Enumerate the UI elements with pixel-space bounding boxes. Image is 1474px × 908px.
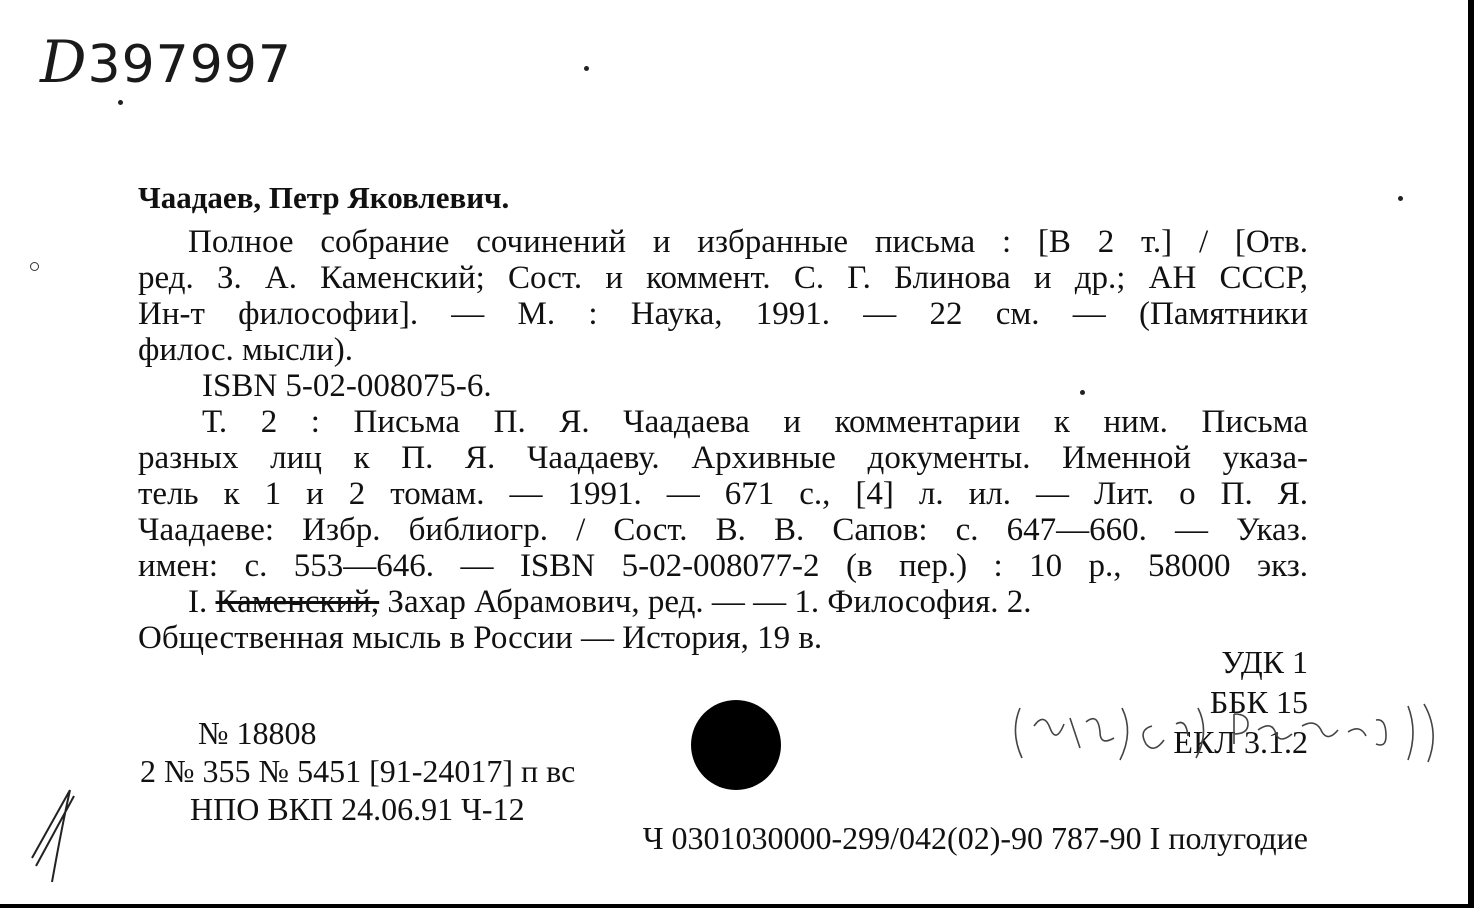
tracings-line xyxy=(138,584,1308,620)
publisher-order: 2 № 355 № 5451 [91-24017] п вс xyxy=(140,753,576,789)
volume-line: Т. 2 : Письма П. Я. Чаадаева и комментарии к ним. Письма xyxy=(202,404,1308,440)
bbk-code: ББК 15 xyxy=(1209,684,1308,720)
bibliographic-record xyxy=(138,180,1308,656)
speck-icon xyxy=(1080,390,1085,395)
tracing-rest: Захар Абрамович, ред. — — 1. Философия. 2. xyxy=(379,584,1032,620)
record-line: Ин-т философии]. — М. : Наука, 1991. — 22 см. — (Памятники xyxy=(138,296,1308,332)
udk-code: УДК 1 xyxy=(1221,644,1308,680)
publisher-npo: НПО ВКП 24.06.91 Ч-12 xyxy=(190,791,525,827)
record-line: филос. мысли). xyxy=(138,332,354,368)
volume-line: тель к 1 и 2 томам. — 1991. — 671 с., [4] л. ил. — Лит. о П. Я. xyxy=(138,476,1308,512)
record-line: ред. З. А. Каменский; Сост. и коммент. С. Г. Блинова и др.; АН СССР, xyxy=(138,260,1308,296)
volume-line: имен: с. 553—646. — ISBN 5-02-008077-2 (в пер.) : 10 р., 58000 экз. xyxy=(138,548,1308,584)
speck-icon xyxy=(30,262,39,271)
subject-line: Общественная мысль в России — История, 19 в. xyxy=(138,620,823,656)
speck-icon xyxy=(1398,196,1403,201)
call-number xyxy=(40,28,292,96)
struck-name: Каменский, xyxy=(215,584,380,620)
volume-line: Чаадаеве: Избр. библиогр. / Сост. В. В. Сапов: с. 647—660. — Указ. xyxy=(138,512,1308,548)
speck-icon xyxy=(118,100,123,105)
author-heading: Чаадаев, Петр Яковлевич. xyxy=(138,180,510,215)
record-line: Полное собрание сочинений и избранные письма : [В 2 т.] / [Отв. xyxy=(188,224,1308,260)
pencil-mark-icon xyxy=(22,786,82,886)
volume-line: разных лиц к П. Я. Чаадаеву. Архивные документы. Именной указа- xyxy=(138,440,1308,476)
call-number-prefix: D xyxy=(40,28,88,96)
publisher-number: № 18808 xyxy=(198,715,317,751)
punch-hole xyxy=(691,700,781,790)
handwritten-note xyxy=(1012,696,1452,766)
speck-icon xyxy=(584,66,589,71)
isbn-line: ISBN 5-02-008075-6. xyxy=(202,368,492,404)
publisher-block xyxy=(140,714,575,828)
call-number-digits: 397997 xyxy=(87,35,293,95)
ekl-code: ЕКЛ 3.1.2 xyxy=(1173,724,1308,760)
tracing-prefix: I. xyxy=(188,584,216,620)
bottom-code: Ч 0301030000-299/042(02)-90 787-90 I полугодие xyxy=(642,820,1308,856)
